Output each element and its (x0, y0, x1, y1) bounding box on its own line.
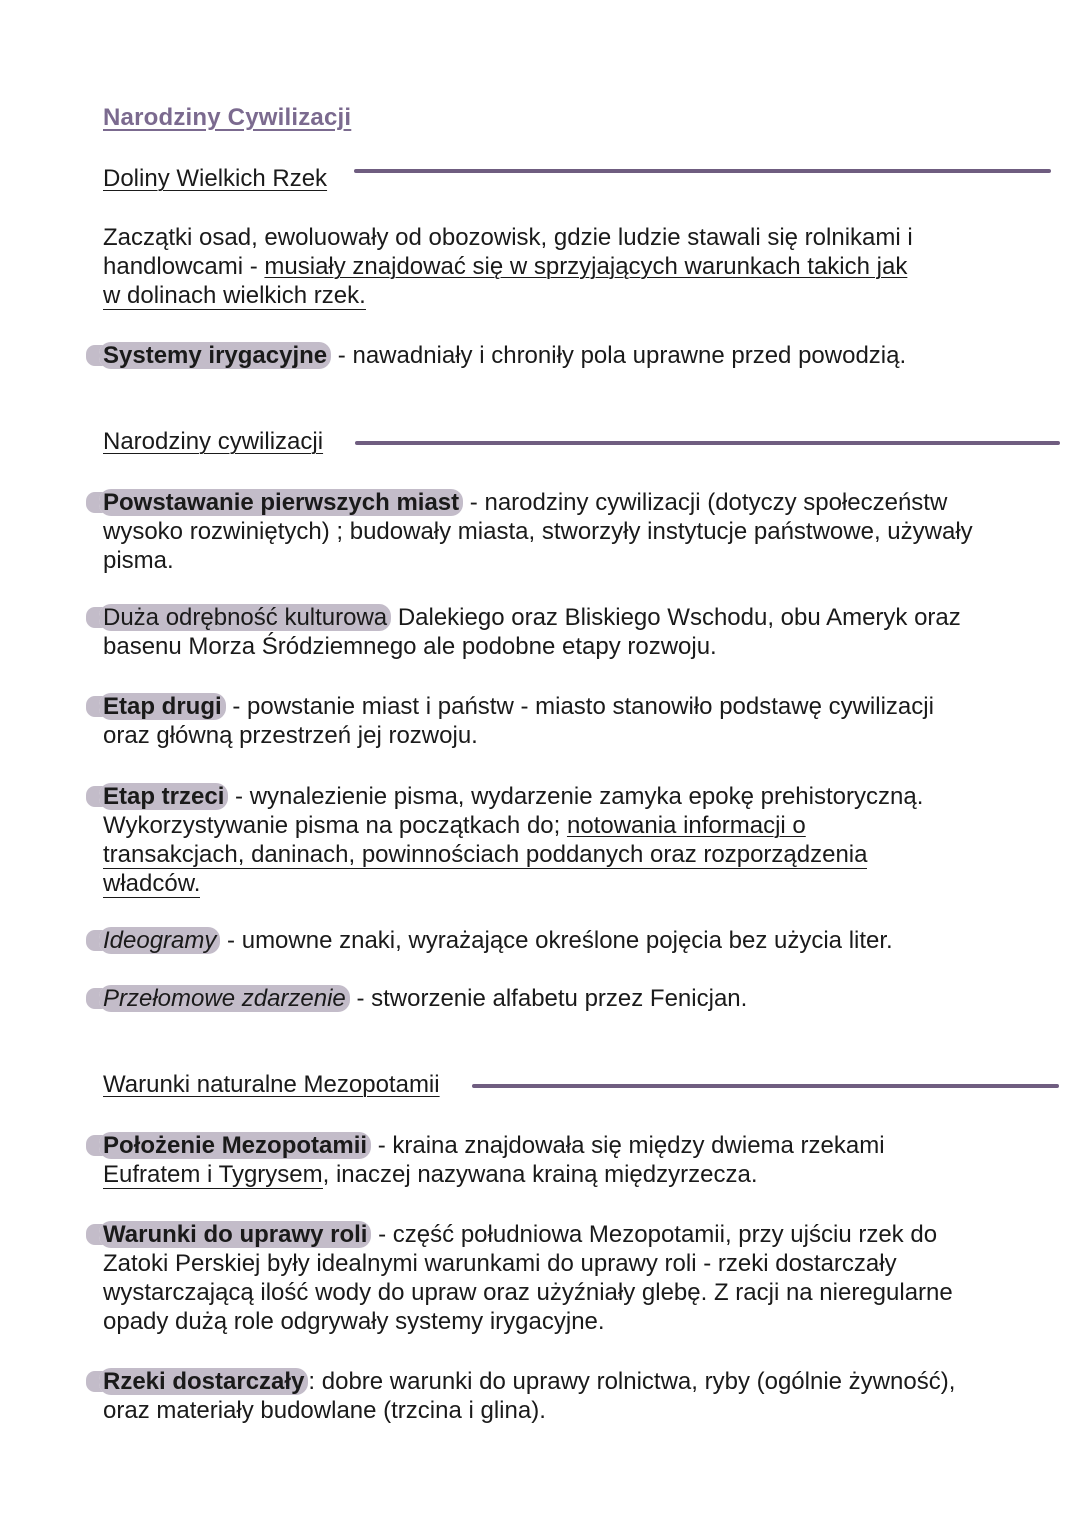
term-item (103, 341, 983, 370)
term-description: , inaczej nazywana krainą międzyrzecza. (322, 1161, 758, 1188)
underlined-text: musiały znajdować się w sprzyjających warunkach takich jak (264, 253, 908, 280)
section-heading-warunki (103, 1071, 440, 1099)
section-rule (355, 441, 1060, 445)
term-description: : dobre warunki do uprawy rolnictwa, ryby (ogólnie żywność), oraz materiały budowlane (trzcina i glina). (103, 1368, 956, 1424)
highlighted-term: Systemy irygacyjne (99, 342, 331, 369)
intro-line: handlowcami - (103, 253, 265, 280)
section-heading-text: Warunki naturalne Mezopotamii (103, 1071, 440, 1098)
section-rule (354, 169, 1051, 173)
term-item (103, 1367, 983, 1425)
highlighted-term: Rzeki dostarczały (99, 1368, 308, 1395)
term-item (103, 926, 983, 955)
section-heading-doliny (103, 165, 327, 193)
intro-paragraph (103, 223, 983, 310)
term-description: - część południowa Mezopotamii, przy ujściu rzek do Zatoki Perskiej były idealnymi warunkami do uprawy roli - rzeki dostarczały wystarczającą ilość wody do upraw oraz użyźniały glebę. Z racji na nieregularne opady dużą role odgrywały systemy irygacyjne. (103, 1221, 953, 1335)
intro-line: Zaczątki osad, ewoluowały od obozowisk, gdzie ludzie stawali się rolnikami i (103, 224, 913, 251)
section-rule (472, 1084, 1059, 1088)
highlighted-term: Ideogramy (99, 927, 220, 954)
highlighted-term: Etap drugi (99, 693, 226, 720)
term-item (103, 603, 983, 661)
term-description: - wynalezienie pisma, wydarzenie zamyka epokę prehistoryczną. (228, 783, 924, 810)
underlined-text: transakcjach, daninach, powinnościach poddanych oraz rozporządzenia (103, 841, 868, 868)
term-description: Wykorzystywanie pisma na początkach do; (103, 812, 567, 839)
term-description: - narodziny cywilizacji (dotyczy społeczeństw wysoko rozwiniętych) ; budowały miasta, stworzyły instytucje państwowe, używały pisma. (103, 489, 973, 574)
term-item (103, 692, 983, 750)
term-description: - nawadniały i chroniły pola uprawne przed powodzią. (331, 342, 907, 369)
term-item (103, 1131, 983, 1189)
highlighted-term: Etap trzeci (99, 783, 228, 810)
highlighted-term: Duża odrębność kulturowa (99, 604, 391, 631)
underlined-text: notowania informacji o (566, 812, 806, 839)
underlined-text: w dolinach wielkich rzek. (103, 282, 366, 309)
highlighted-term: Przełomowe zdarzenie (99, 985, 350, 1012)
term-item (103, 488, 983, 575)
term-description: - stworzenie alfabetu przez Fenicjan. (349, 985, 748, 1012)
section-heading-narodziny (103, 428, 323, 456)
term-description: - kraina znajdowała się między dwiema rzekami (371, 1132, 885, 1159)
page-title: Narodziny Cywilizacji (103, 104, 352, 131)
underlined-text: Eufratem i Tygrysem (103, 1161, 323, 1188)
term-item (103, 984, 983, 1013)
highlighted-term: Warunki do uprawy roli (99, 1221, 371, 1248)
term-description: - powstanie miast i państw - miasto stanowiło podstawę cywilizacji oraz główną przestrzeń jej rozwoju. (103, 693, 934, 749)
section-heading-text: Doliny Wielkich Rzek (103, 165, 328, 192)
highlighted-term: Położenie Mezopotamii (99, 1132, 371, 1159)
term-item (103, 782, 983, 898)
underlined-text: władców. (103, 870, 201, 897)
section-heading-text: Narodziny cywilizacji (103, 428, 324, 455)
term-description: Dalekiego oraz Bliskiego Wschodu, obu Ameryk oraz basenu Morza Śródziemnego ale podobne etapy rozwoju. (103, 604, 961, 660)
highlighted-term: Powstawanie pierwszych miast (99, 489, 463, 516)
term-item (103, 1220, 983, 1336)
term-description: - umowne znaki, wyrażające określone pojęcia bez użycia liter. (220, 927, 893, 954)
